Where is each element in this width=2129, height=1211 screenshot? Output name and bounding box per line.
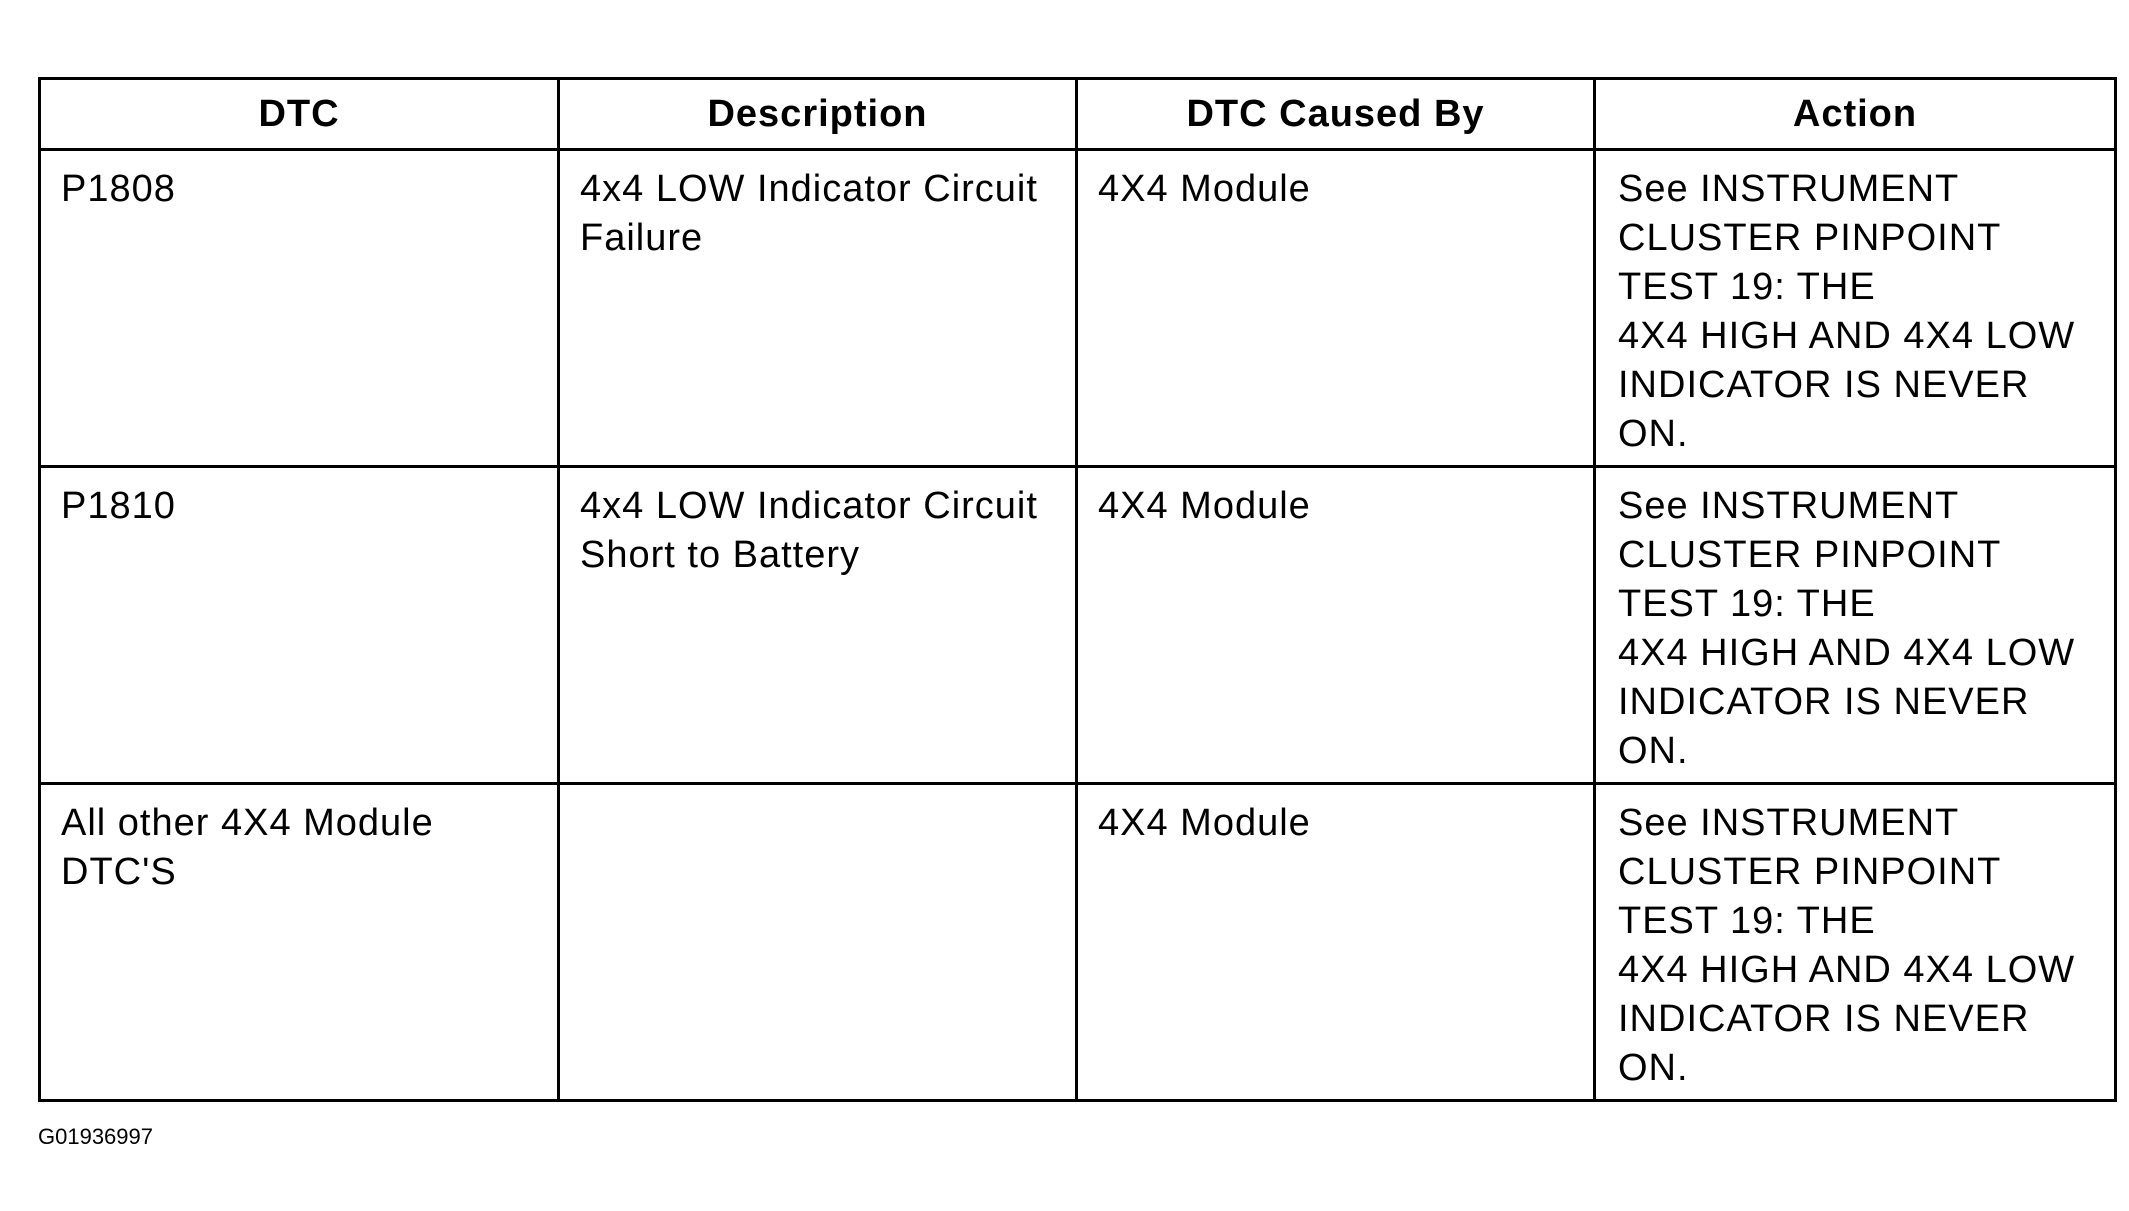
cell-line: 4X4 HIGH AND 4X4 LOW [1618, 949, 2076, 991]
description-cell [559, 784, 1077, 1101]
header-dtc: DTC [40, 79, 559, 150]
cell-line: INDICATOR IS NEVER [1618, 998, 2030, 1040]
cell-line: TEST 19: THE [1618, 266, 1876, 308]
cell-line: TEST 19: THE [1618, 900, 1876, 942]
cell-line: P1808 [61, 168, 176, 210]
cell-line: TEST 19: THE [1618, 583, 1876, 625]
cell-line: 4X4 Module [1098, 802, 1311, 844]
cell-line: P1810 [61, 485, 176, 527]
description-cell [559, 467, 1077, 784]
cell-line: ON. [1618, 413, 1689, 455]
table-row [40, 784, 2116, 1101]
dtc-cell [40, 150, 559, 467]
caused-by-cell [1077, 784, 1595, 1101]
cell-line: 4x4 LOW Indicator Circuit [580, 168, 1038, 210]
action-cell [1595, 467, 2116, 784]
cell-line: INDICATOR IS NEVER [1618, 364, 2030, 406]
header-description: Description [559, 79, 1077, 150]
cell-line: See INSTRUMENT [1618, 168, 1960, 210]
description-cell [559, 150, 1077, 467]
action-cell [1595, 784, 2116, 1101]
cell-line: All other 4X4 Module [61, 802, 434, 844]
cell-line: 4X4 Module [1098, 168, 1311, 210]
cell-line: CLUSTER PINPOINT [1618, 851, 2002, 893]
table-row [40, 150, 2116, 467]
header-caused-by: DTC Caused By [1077, 79, 1595, 150]
cell-line: ON. [1618, 730, 1689, 772]
figure-id: G01936997 [38, 1124, 153, 1149]
caused-by-cell [1077, 467, 1595, 784]
cell-line: CLUSTER PINPOINT [1618, 534, 2002, 576]
table-row [40, 467, 2116, 784]
cell-line: INDICATOR IS NEVER [1618, 681, 2030, 723]
cell-line: 4X4 HIGH AND 4X4 LOW [1618, 632, 2076, 674]
cell-line: DTC'S [61, 851, 177, 893]
header-row [40, 79, 2116, 150]
header-action: Action [1595, 79, 2116, 150]
cell-line: Short to Battery [580, 534, 861, 576]
cell-line: See INSTRUMENT [1618, 802, 1960, 844]
dtc-cell [40, 467, 559, 784]
cell-line: 4X4 HIGH AND 4X4 LOW [1618, 315, 2076, 357]
cell-line: 4X4 Module [1098, 485, 1311, 527]
dtc-cell [40, 784, 559, 1101]
cell-line: See INSTRUMENT [1618, 485, 1960, 527]
action-cell [1595, 150, 2116, 467]
cell-line: ON. [1618, 1047, 1689, 1089]
dtc-table [38, 77, 2117, 1102]
caused-by-cell [1077, 150, 1595, 467]
cell-line: 4x4 LOW Indicator Circuit [580, 485, 1038, 527]
cell-line: CLUSTER PINPOINT [1618, 217, 2002, 259]
cell-line: Failure [580, 217, 704, 259]
